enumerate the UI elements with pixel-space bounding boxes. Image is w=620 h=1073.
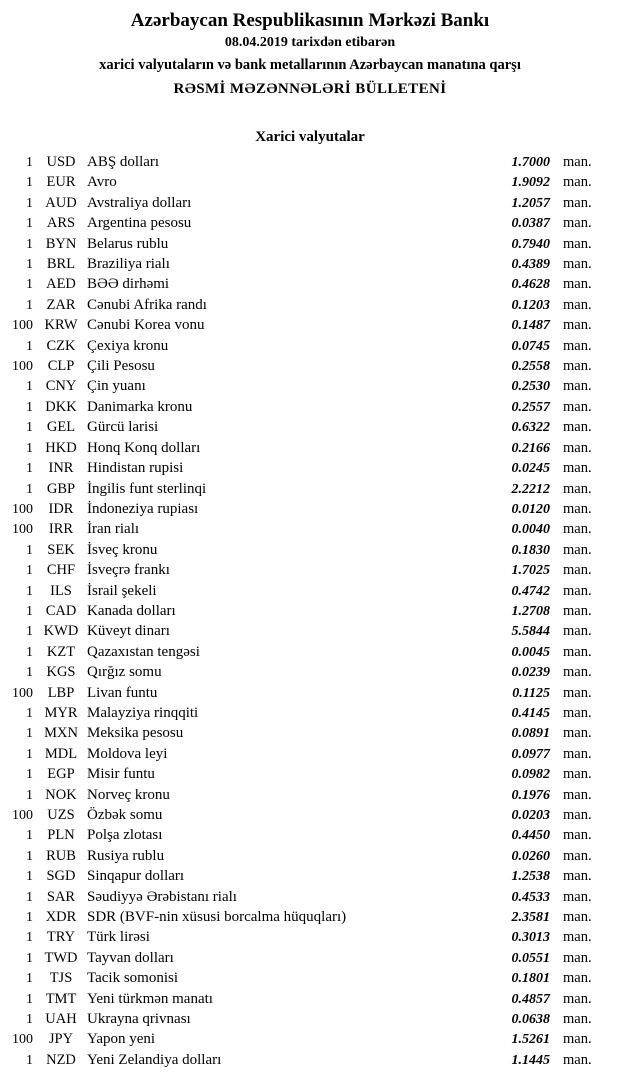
table-row <box>0 152 620 172</box>
currency-name-cell: Meksika pesosu <box>87 725 184 742</box>
unit-cell: man. <box>563 827 592 844</box>
currency-name-cell: Avstraliya dolları <box>87 194 192 211</box>
currency-name-cell: Tacik somonisi <box>87 970 179 987</box>
currency-name-cell: Küveyt dinarı <box>87 623 170 640</box>
unit-cell: man. <box>563 990 592 1007</box>
currency-name-cell: Çexiya kronu <box>87 337 169 354</box>
currency-code-cell: CLP <box>47 358 75 375</box>
quantity-cell: 1 <box>26 257 33 273</box>
unit-cell: man. <box>563 337 592 354</box>
table-row <box>0 744 620 764</box>
table-row <box>0 703 620 723</box>
table-row <box>0 336 620 356</box>
currency-name-cell: Qırğız somu <box>87 664 162 681</box>
table-row <box>0 234 620 254</box>
table-row <box>0 683 620 703</box>
currency-code-cell: INR <box>48 460 74 477</box>
currency-code-cell: AED <box>46 276 76 293</box>
quantity-cell: 1 <box>26 379 33 395</box>
currency-name-cell: Polşa zlotası <box>87 827 163 844</box>
unit-cell: man. <box>563 623 592 640</box>
quantity-cell: 1 <box>26 603 33 619</box>
rate-value-cell: 0.0040 <box>511 522 550 538</box>
table-row <box>0 723 620 743</box>
unit-cell: man. <box>563 419 592 436</box>
table-row <box>0 295 620 315</box>
unit-cell: man. <box>563 582 592 599</box>
quantity-cell: 1 <box>26 563 33 579</box>
quantity-cell: 1 <box>26 726 33 742</box>
bulletin-subtitle: xarici valyutaların və bank metallarının Azərbaycan manatına qarşı <box>99 57 521 73</box>
effective-date-line: 08.04.2019 tarixdən etibarən <box>224 35 396 50</box>
rate-value-cell: 1.5261 <box>511 1032 550 1048</box>
currency-code-cell: PLN <box>47 827 75 844</box>
rate-value-cell: 5.5844 <box>511 624 550 640</box>
rate-value-cell: 0.4857 <box>511 991 550 1007</box>
currency-code-cell: HKD <box>45 439 77 456</box>
rate-value-cell: 0.0260 <box>511 848 550 864</box>
currency-name-cell: İngilis funt sterlinqi <box>87 480 207 497</box>
quantity-cell: 1 <box>26 991 33 1007</box>
rate-value-cell: 0.0203 <box>511 808 550 823</box>
unit-cell: man. <box>563 521 592 538</box>
unit-cell: man. <box>563 847 592 864</box>
quantity-cell: 1 <box>26 236 33 252</box>
table-row <box>0 274 620 294</box>
currency-code-cell: MYR <box>44 704 78 721</box>
currency-name-cell: İsveç kronu <box>87 541 158 558</box>
currency-code-cell: CHF <box>46 562 76 579</box>
rate-value-cell: 1.7000 <box>511 155 550 170</box>
currency-code-cell: MDL <box>44 745 78 762</box>
rate-value-cell: 1.2057 <box>511 195 550 211</box>
rate-value-cell: 1.9092 <box>511 175 550 191</box>
table-row <box>0 764 620 784</box>
table-row <box>0 397 620 417</box>
quantity-cell: 1 <box>26 195 33 211</box>
rate-value-cell: 0.0239 <box>511 665 550 681</box>
quantity-cell: 1 <box>26 420 33 436</box>
currency-code-cell: NZD <box>46 1051 76 1068</box>
unit-cell: man. <box>563 460 592 477</box>
currency-code-cell: EUR <box>46 174 76 191</box>
unit-cell: man. <box>563 1031 592 1048</box>
rate-value-cell: 0.2166 <box>511 440 550 456</box>
unit-cell: man. <box>563 276 592 293</box>
unit-cell: man. <box>563 704 592 721</box>
rate-value-cell: 0.1487 <box>511 318 550 334</box>
currency-code-cell: GBP <box>46 480 76 497</box>
currency-code-cell: LBP <box>47 684 75 701</box>
currency-name-cell: Özbək somu <box>87 807 163 823</box>
table-row <box>0 540 620 560</box>
rate-value-cell: 0.0977 <box>511 746 550 762</box>
currency-name-cell: Belarus rublu <box>87 235 169 252</box>
table-row <box>0 621 620 641</box>
rate-value-cell: 0.1125 <box>512 685 550 701</box>
currency-code-cell: XDR <box>45 909 77 926</box>
currency-code-cell: CAD <box>45 602 77 619</box>
unit-cell: man. <box>563 643 592 660</box>
table-row <box>0 968 620 988</box>
currency-name-cell: Livan funtu <box>87 684 158 701</box>
quantity-cell: 100 <box>12 501 33 517</box>
table-row <box>0 785 620 805</box>
unit-cell: man. <box>563 235 592 252</box>
table-row <box>0 356 620 376</box>
currency-name-cell: BƏƏ dirhəmi <box>87 276 170 293</box>
unit-cell: man. <box>563 602 592 619</box>
currency-name-cell: Çili Pesosu <box>87 358 155 375</box>
unit-cell: man. <box>563 194 592 211</box>
unit-cell: man. <box>563 439 592 456</box>
currency-name-cell: İsveçrə frankı <box>87 562 170 579</box>
table-row <box>0 927 620 947</box>
quantity-cell: 1 <box>26 889 33 905</box>
table-row <box>0 499 620 519</box>
rate-value-cell: 0.6322 <box>511 420 550 436</box>
currency-code-cell: KZT <box>46 643 76 660</box>
quantity-cell: 1 <box>26 440 33 456</box>
rate-value-cell: 0.3013 <box>511 930 550 946</box>
unit-cell: man. <box>563 949 592 966</box>
currency-name-cell: İndoneziya rupiası <box>87 500 199 517</box>
currency-name-cell: Argentina pesosu <box>87 215 192 232</box>
rate-value-cell: 2.3581 <box>511 910 550 926</box>
currency-code-cell: USD <box>46 154 76 170</box>
unit-cell: man. <box>563 174 592 191</box>
table-row <box>0 846 620 866</box>
quantity-cell: 100 <box>12 1032 33 1048</box>
quantity-cell: 1 <box>26 644 33 660</box>
unit-cell: man. <box>563 1051 592 1068</box>
table-row <box>0 519 620 539</box>
rate-value-cell: 0.2558 <box>511 359 550 375</box>
unit-cell: man. <box>563 909 592 926</box>
table-row <box>0 1009 620 1029</box>
quantity-cell: 1 <box>26 930 33 946</box>
rate-value-cell: 0.2530 <box>511 379 550 395</box>
currency-name-cell: Danimarka kronu <box>87 398 193 415</box>
unit-cell: man. <box>563 398 592 415</box>
quantity-cell: 1 <box>26 848 33 864</box>
unit-cell: man. <box>563 215 592 232</box>
quantity-cell: 1 <box>26 705 33 721</box>
rate-value-cell: 0.4533 <box>511 889 550 905</box>
table-row <box>0 825 620 845</box>
unit-cell: man. <box>563 296 592 313</box>
currency-name-cell: Malayziya rinqqiti <box>87 704 199 721</box>
currency-code-cell: JPY <box>48 1031 74 1048</box>
rate-value-cell: 0.0045 <box>511 644 550 660</box>
unit-cell: man. <box>563 541 592 558</box>
currency-name-cell: Braziliya rialı <box>87 256 170 273</box>
currency-name-cell: Yeni Zelandiya dolları <box>87 1051 222 1068</box>
quantity-cell: 1 <box>26 175 33 191</box>
rate-value-cell: 0.1801 <box>511 971 550 987</box>
quantity-cell: 100 <box>12 522 33 538</box>
quantity-cell: 1 <box>26 338 33 354</box>
rate-value-cell: 0.4742 <box>511 583 550 599</box>
quantity-cell: 100 <box>12 685 33 701</box>
quantity-cell: 1 <box>26 746 33 762</box>
table-row <box>0 662 620 682</box>
quantity-cell: 1 <box>26 277 33 293</box>
currency-name-cell: Yapon yeni <box>87 1031 156 1048</box>
currency-code-cell: EGP <box>47 766 75 783</box>
quantity-cell: 1 <box>26 542 33 558</box>
currency-code-cell: MXN <box>44 725 78 742</box>
table-row <box>0 560 620 580</box>
rate-value-cell: 2.2212 <box>511 481 550 497</box>
currency-name-cell: Norveç kronu <box>87 786 170 803</box>
quantity-cell: 1 <box>26 767 33 783</box>
currency-name-cell: İsrail şekeli <box>87 582 157 599</box>
quantity-cell: 1 <box>26 1052 33 1068</box>
rate-value-cell: 0.4145 <box>511 705 550 721</box>
currency-name-cell: Cənubi Afrika randı <box>87 296 207 313</box>
table-row <box>0 458 620 478</box>
rate-value-cell: 1.2538 <box>511 869 550 885</box>
exchange-rates-table <box>0 152 620 1070</box>
rate-value-cell: 0.0387 <box>511 216 550 232</box>
currency-code-cell: GEL <box>46 419 76 436</box>
quantity-cell: 1 <box>26 910 33 926</box>
quantity-cell: 1 <box>26 481 33 497</box>
currency-name-cell: Honq Konq dolları <box>87 439 201 456</box>
rate-value-cell: 0.2557 <box>511 399 550 415</box>
currency-name-cell: Avro <box>87 174 117 191</box>
unit-cell: man. <box>563 786 592 803</box>
table-row <box>0 1050 620 1070</box>
currency-code-cell: CZK <box>46 337 76 354</box>
currency-name-cell: Qazaxıstan tengəsi <box>87 643 200 660</box>
currency-code-cell: ZAR <box>46 296 76 313</box>
unit-cell: man. <box>563 868 592 885</box>
unit-cell: man. <box>563 888 592 905</box>
table-row <box>0 193 620 213</box>
currency-name-cell: Ukrayna qrivnası <box>87 1011 191 1028</box>
bulletin-header <box>0 0 620 98</box>
currency-name-cell: İran rialı <box>87 521 140 538</box>
currency-name-cell: Türk lirəsi <box>87 929 150 946</box>
table-row <box>0 642 620 662</box>
quantity-cell: 1 <box>26 155 33 170</box>
rate-value-cell: 0.0891 <box>511 726 550 742</box>
currency-code-cell: UZS <box>47 807 75 823</box>
rate-value-cell: 0.4628 <box>511 277 550 293</box>
table-row <box>0 315 620 335</box>
currency-code-cell: TWD <box>44 949 78 966</box>
rate-value-cell: 0.4389 <box>511 257 550 273</box>
rate-value-cell: 0.1976 <box>511 787 550 803</box>
table-row <box>0 479 620 499</box>
currency-code-cell: SAR <box>46 888 76 905</box>
currency-code-cell: AUD <box>45 194 77 211</box>
unit-cell: man. <box>563 500 592 517</box>
currency-code-cell: RUB <box>46 847 76 864</box>
currency-code-cell: TJS <box>49 970 73 987</box>
table-row <box>0 1029 620 1049</box>
currency-name-cell: Tayvan dolları <box>87 949 174 966</box>
rate-value-cell: 0.0120 <box>511 501 550 517</box>
unit-cell: man. <box>563 317 592 334</box>
unit-cell: man. <box>563 1011 592 1028</box>
quantity-cell: 1 <box>26 461 33 477</box>
currency-name-cell: Cənubi Korea vonu <box>87 317 205 334</box>
quantity-cell: 1 <box>26 297 33 313</box>
currency-name-cell: Səudiyyə Ərəbistanı rialı <box>87 888 237 905</box>
table-row <box>0 601 620 621</box>
currency-code-cell: BRL <box>46 256 76 273</box>
unit-cell: man. <box>563 378 592 395</box>
rate-value-cell: 0.0245 <box>511 461 550 477</box>
quantity-cell: 1 <box>26 399 33 415</box>
table-row <box>0 989 620 1009</box>
unit-cell: man. <box>563 154 592 170</box>
currency-name-cell: SDR (BVF-nin xüsusi borcalma hüquqları) <box>87 909 347 926</box>
quantity-cell: 1 <box>26 950 33 966</box>
unit-cell: man. <box>563 725 592 742</box>
rate-value-cell: 0.0638 <box>511 1012 550 1028</box>
quantity-cell: 1 <box>26 971 33 987</box>
table-row <box>0 887 620 907</box>
currency-name-cell: Hindistan rupisi <box>87 460 184 477</box>
unit-cell: man. <box>563 562 592 579</box>
rate-value-cell: 0.4450 <box>511 828 550 844</box>
unit-cell: man. <box>563 256 592 273</box>
quantity-cell: 1 <box>26 583 33 599</box>
table-row <box>0 213 620 233</box>
currency-name-cell: Gürcü larisi <box>87 419 159 436</box>
rate-value-cell: 1.2708 <box>511 603 550 619</box>
rate-value-cell: 0.0982 <box>511 767 550 783</box>
currency-name-cell: Misir funtu <box>87 766 155 783</box>
currency-code-cell: KGS <box>46 664 76 681</box>
bulletin-title: RƏSMİ MƏZƏNNƏLƏRİ BÜLLETENİ <box>173 81 447 97</box>
table-row <box>0 866 620 886</box>
unit-cell: man. <box>563 766 592 783</box>
currency-name-cell: Kanada dolları <box>87 602 176 619</box>
currency-code-cell: KRW <box>44 317 78 334</box>
currency-name-cell: Moldova leyi <box>87 745 168 762</box>
table-row <box>0 907 620 927</box>
quantity-cell: 1 <box>26 787 33 803</box>
quantity-cell: 1 <box>26 665 33 681</box>
unit-cell: man. <box>563 664 592 681</box>
currency-code-cell: ILS <box>50 582 72 599</box>
currency-code-cell: IDR <box>48 500 74 517</box>
table-row <box>0 376 620 396</box>
quantity-cell: 1 <box>26 1012 33 1028</box>
currency-name-cell: Yeni türkmən manatı <box>87 990 213 1007</box>
currency-code-cell: CNY <box>45 378 77 395</box>
currency-code-cell: DKK <box>45 398 77 415</box>
table-row <box>0 438 620 458</box>
quantity-cell: 1 <box>26 869 33 885</box>
unit-cell: man. <box>563 684 592 701</box>
currency-code-cell: BYN <box>45 235 77 252</box>
rate-value-cell: 0.7940 <box>511 236 550 252</box>
currency-code-cell: TMT <box>45 990 77 1007</box>
currency-code-cell: SGD <box>46 868 76 885</box>
table-row <box>0 172 620 192</box>
currency-code-cell: ARS <box>46 215 76 232</box>
rate-value-cell: 0.1830 <box>511 542 550 558</box>
rate-value-cell: 1.7025 <box>511 563 550 579</box>
quantity-cell: 100 <box>12 808 33 823</box>
unit-cell: man. <box>563 358 592 375</box>
currency-name-cell: ABŞ dolları <box>87 154 160 170</box>
unit-cell: man. <box>563 480 592 497</box>
table-row <box>0 948 620 968</box>
quantity-cell: 100 <box>12 359 33 375</box>
table-row <box>0 417 620 437</box>
currency-code-cell: NOK <box>45 786 77 803</box>
section-title-foreign-currencies: Xarici valyutalar <box>255 129 365 145</box>
table-row <box>0 805 620 825</box>
table-row <box>0 581 620 601</box>
rate-value-cell: 0.0745 <box>511 338 550 354</box>
currency-code-cell: TRY <box>46 929 76 946</box>
quantity-cell: 1 <box>26 624 33 640</box>
currency-code-cell: SEK <box>47 541 75 558</box>
page-title: Azərbaycan Respublikasının Mərkəzi Bankı <box>130 10 490 31</box>
currency-code-cell: UAH <box>45 1011 77 1028</box>
quantity-cell: 1 <box>26 216 33 232</box>
quantity-cell: 1 <box>26 828 33 844</box>
unit-cell: man. <box>563 929 592 946</box>
currency-name-cell: Sinqapur dolları <box>87 868 185 885</box>
quantity-cell: 100 <box>12 318 33 334</box>
table-row <box>0 254 620 274</box>
currency-name-cell: Rusiya rublu <box>87 847 165 864</box>
rate-value-cell: 0.0551 <box>511 950 550 966</box>
unit-cell: man. <box>563 807 592 823</box>
rate-value-cell: 1.1445 <box>511 1052 550 1068</box>
currency-code-cell: KWD <box>43 623 79 640</box>
unit-cell: man. <box>563 970 592 987</box>
unit-cell: man. <box>563 745 592 762</box>
rate-value-cell: 0.1203 <box>511 297 550 313</box>
currency-code-cell: IRR <box>48 521 74 538</box>
currency-name-cell: Çin yuanı <box>87 378 146 395</box>
